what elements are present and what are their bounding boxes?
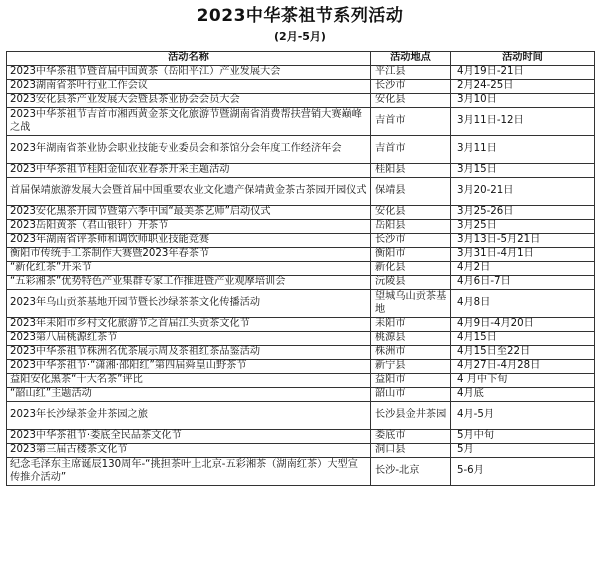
cell-time: 3月31日-4月1日 bbox=[451, 248, 595, 262]
cell-location: 桃源县 bbox=[371, 332, 451, 346]
cell-location: 保靖县 bbox=[371, 178, 451, 206]
cell-time: 3月11日-12日 bbox=[451, 108, 595, 136]
cell-time: 3月25日 bbox=[451, 220, 595, 234]
cell-activity-name: 2023年乌山贡茶基地开园节暨长沙绿茶茶文化传播活动 bbox=[7, 290, 371, 318]
cell-time: 3月15日 bbox=[451, 164, 595, 178]
cell-activity-name: 2023中华茶祖节吉首市湘西黄金茶文化旅游节暨湖南省消费帮扶营销大赛巅峰之战 bbox=[7, 108, 371, 136]
cell-activity-name: 2023中华茶祖节桂阳金仙农业春茶开采主题活动 bbox=[7, 164, 371, 178]
cell-location: 耒阳市 bbox=[371, 318, 451, 332]
page-title: 2023中华茶祖节系列活动 bbox=[196, 6, 404, 26]
cell-time: 4月8日 bbox=[451, 290, 595, 318]
cell-activity-name: 2023年长沙绿茶金井茶园之旅 bbox=[7, 402, 371, 430]
page-subtitle: (2月-5月) bbox=[274, 30, 326, 43]
cell-location: 吉首市 bbox=[371, 108, 451, 136]
cell-location: 新宁县 bbox=[371, 360, 451, 374]
cell-time: 4 月中下旬 bbox=[451, 374, 595, 388]
cell-time: 5月 bbox=[451, 444, 595, 458]
table-row bbox=[7, 136, 595, 164]
cell-activity-name: 2023中华茶祖节·“潇湘·邵阳红”第四届舜皇山野茶节 bbox=[7, 360, 371, 374]
cell-location: 长沙县金井茶园 bbox=[371, 402, 451, 430]
table-row bbox=[7, 206, 595, 220]
cell-location: 吉首市 bbox=[371, 136, 451, 164]
table-row bbox=[7, 458, 595, 486]
cell-location: 长沙市 bbox=[371, 80, 451, 94]
cell-activity-name: 2023年湖南省茶业协会职业技能专业委员会和茶馆分会年度工作经济年会 bbox=[7, 136, 371, 164]
cell-location: 沅陵县 bbox=[371, 276, 451, 290]
table-row bbox=[7, 66, 595, 80]
cell-location: 平江县 bbox=[371, 66, 451, 80]
column-header-location: 活动地点 bbox=[371, 52, 451, 66]
table-row bbox=[7, 248, 595, 262]
cell-time: 4月27日-4月28日 bbox=[451, 360, 595, 374]
cell-location: 长沙市 bbox=[371, 234, 451, 248]
table-row bbox=[7, 388, 595, 402]
table-row bbox=[7, 346, 595, 360]
cell-activity-name: 2023年湖南省评茶师和调饮师职业技能竞赛 bbox=[7, 234, 371, 248]
table-row bbox=[7, 276, 595, 290]
cell-activity-name: “韶山红”主题活动 bbox=[7, 388, 371, 402]
cell-location: 安化县 bbox=[371, 206, 451, 220]
cell-activity-name: 2023中华茶祖节·娄底全民品茶文化节 bbox=[7, 430, 371, 444]
table-row bbox=[7, 94, 595, 108]
cell-time: 4月-5月 bbox=[451, 402, 595, 430]
cell-time: 4月底 bbox=[451, 388, 595, 402]
cell-activity-name: 衡阳市传统手工茶制作大赛暨2023年春茶节 bbox=[7, 248, 371, 262]
cell-time: 3月25-26日 bbox=[451, 206, 595, 220]
cell-activity-name: 2023岳阳黄茶（君山银针）开茶节 bbox=[7, 220, 371, 234]
cell-activity-name: 2023湖南省茶叶行业工作会议 bbox=[7, 80, 371, 94]
cell-time: 4月2日 bbox=[451, 262, 595, 276]
cell-activity-name: “五彩湘茶”优势特色产业集群专家工作推进暨产业观摩培训会 bbox=[7, 276, 371, 290]
cell-activity-name: 2023安化县茶产业发展大会暨县茶业协会会员大会 bbox=[7, 94, 371, 108]
table-row bbox=[7, 164, 595, 178]
cell-time: 5-6月 bbox=[451, 458, 595, 486]
cell-time: 4月19日-21日 bbox=[451, 66, 595, 80]
table-row bbox=[7, 332, 595, 346]
cell-location: 韶山市 bbox=[371, 388, 451, 402]
cell-location: 新化县 bbox=[371, 262, 451, 276]
cell-activity-name: 2023第三届古楼茶文化节 bbox=[7, 444, 371, 458]
cell-activity-name: 首届保靖旅游发展大会暨首届中国重要农业文化遗产保靖黄金茶古茶园开园仪式 bbox=[7, 178, 371, 206]
cell-location: 望城乌山贡茶基地 bbox=[371, 290, 451, 318]
cell-location: 长沙-北京 bbox=[371, 458, 451, 486]
cell-location: 桂阳县 bbox=[371, 164, 451, 178]
cell-location: 岳阳县 bbox=[371, 220, 451, 234]
cell-time: 4月9日-4月20日 bbox=[451, 318, 595, 332]
table-row bbox=[7, 318, 595, 332]
cell-activity-name: 2023安化黑茶开园节暨第六季中国“最美茶艺师”启动仪式 bbox=[7, 206, 371, 220]
table-row bbox=[7, 234, 595, 248]
table-header-row bbox=[7, 52, 595, 66]
cell-location: 益阳市 bbox=[371, 374, 451, 388]
table-row bbox=[7, 262, 595, 276]
table-body bbox=[7, 66, 595, 486]
cell-location: 衡阳市 bbox=[371, 248, 451, 262]
cell-activity-name: “新化红茶”开采节 bbox=[7, 262, 371, 276]
events-table bbox=[6, 51, 595, 486]
table-row bbox=[7, 360, 595, 374]
column-header-time: 活动时间 bbox=[451, 52, 595, 66]
cell-time: 3月13日-5月21日 bbox=[451, 234, 595, 248]
table-row bbox=[7, 444, 595, 458]
table-row bbox=[7, 178, 595, 206]
table-row bbox=[7, 220, 595, 234]
cell-activity-name: 纪念毛泽东主席诞辰130周年-“挑担茶叶上北京-五彩湘茶（湖南红茶）大型宣传推介活动” bbox=[7, 458, 371, 486]
cell-time: 4月15日 bbox=[451, 332, 595, 346]
cell-time: 4月6日-7日 bbox=[451, 276, 595, 290]
cell-time: 2月24-25日 bbox=[451, 80, 595, 94]
cell-activity-name: 2023年耒阳市乡村文化旅游节之首届江头贡茶文化节 bbox=[7, 318, 371, 332]
cell-time: 3月10日 bbox=[451, 94, 595, 108]
table-row bbox=[7, 402, 595, 430]
cell-activity-name: 2023中华茶祖节暨首届中国黄茶（岳阳平江）产业发展大会 bbox=[7, 66, 371, 80]
column-header-name: 活动名称 bbox=[7, 52, 371, 66]
table-row bbox=[7, 80, 595, 94]
cell-location: 安化县 bbox=[371, 94, 451, 108]
cell-time: 3月11日 bbox=[451, 136, 595, 164]
table-row bbox=[7, 374, 595, 388]
cell-activity-name: 2023第八届桃源红茶节 bbox=[7, 332, 371, 346]
cell-activity-name: 2023中华茶祖节株洲名优茶展示周及茶祖红茶品鉴活动 bbox=[7, 346, 371, 360]
table-row bbox=[7, 290, 595, 318]
cell-time: 3月20-21日 bbox=[451, 178, 595, 206]
cell-location: 洞口县 bbox=[371, 444, 451, 458]
cell-time: 4月15日至22日 bbox=[451, 346, 595, 360]
cell-time: 5月中旬 bbox=[451, 430, 595, 444]
table-row bbox=[7, 430, 595, 444]
cell-activity-name: 益阳安化黑茶“十大名茶”评比 bbox=[7, 374, 371, 388]
table-row bbox=[7, 108, 595, 136]
cell-location: 株洲市 bbox=[371, 346, 451, 360]
cell-location: 娄底市 bbox=[371, 430, 451, 444]
